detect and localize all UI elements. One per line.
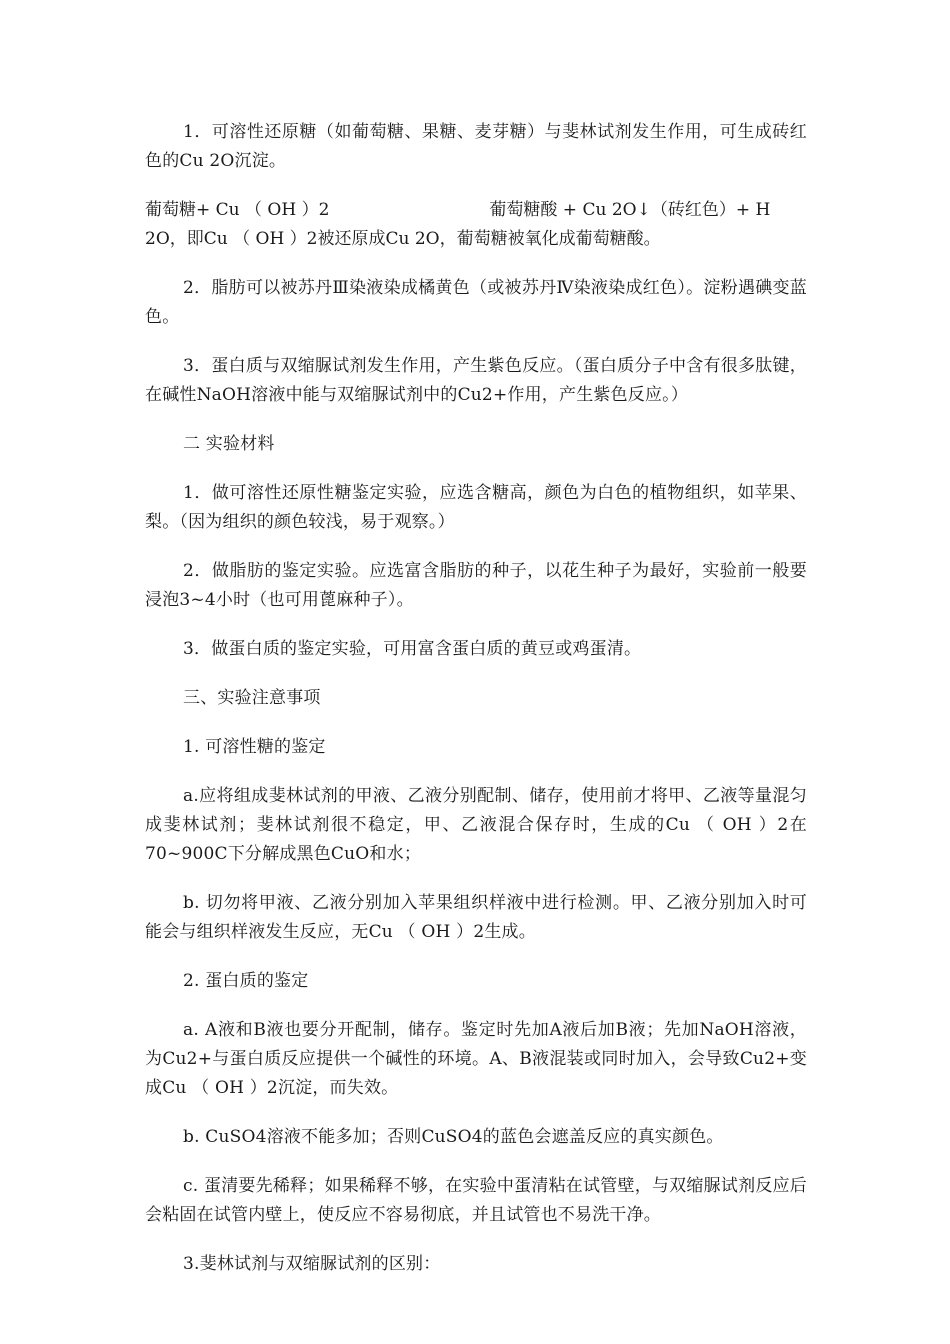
document-page xyxy=(145,118,807,1299)
paragraph-sugar-b: b. 切勿将甲液、乙液分别加入苹果组织样液中进行检测。甲、乙液分别加入时可能会与组织样液发生反应，无Cu （ OH ）2生成。 xyxy=(145,893,807,942)
paragraph-protein: 3．蛋白质与双缩脲试剂发生作用，产生紫色反应。（蛋白质分子中含有很多肽键，在碱性NaOH溶液中能与双缩脲试剂中的Cu2+作用，产生紫色反应。） xyxy=(145,356,807,405)
paragraph-protein-a: a. A液和B液也要分开配制，储存。鉴定时先加A液后加B液；先加NaOH溶液，为Cu2+与蛋白质反应提供一个碱性的环境。A、B液混装或同时加入，会导致Cu2+变成Cu （ OH ）2沉淀，而失效。 xyxy=(145,1020,807,1098)
equation-line-2: 2O，即Cu （ OH ）2被还原成Cu 2O，葡萄糖被氧化成葡萄糖酸。 xyxy=(145,229,661,249)
paragraph-sugar-a: a.应将组成斐林试剂的甲液、乙液分别配制、储存，使用前才将甲、乙液等量混匀成斐林试剂；斐林试剂很不稳定，甲、乙液混合保存时，生成的Cu （ OH ）2在70~900C下分解成黑色CuO和水； xyxy=(145,786,807,864)
paragraph-protein-c: c. 蛋清要先稀释；如果稀释不够，在实验中蛋清粘在试管壁，与双缩脲试剂反应后会粘固在试管内壁上，使反应不容易彻底，并且试管也不易洗干净。 xyxy=(145,1176,807,1225)
subheading-protein: 2. 蛋白质的鉴定 xyxy=(183,971,309,991)
paragraph-material-protein: 3．做蛋白质的鉴定实验，可用富含蛋白质的黄豆或鸡蛋清。 xyxy=(183,639,642,659)
equation-right: 葡萄糖酸 + Cu 2O↓（砖红色）+ H xyxy=(489,200,771,220)
paragraph-material-fat: 2．做脂肪的鉴定实验。应选富含脂肪的种子，以花生种子为最好，实验前一般要浸泡3~4小时（也可用蓖麻种子）。 xyxy=(145,561,807,610)
heading-notes: 三、实验注意事项 xyxy=(183,688,321,708)
heading-materials: 二 实验材料 xyxy=(183,434,275,454)
subheading-difference: 3.斐林试剂与双缩脲试剂的区别： xyxy=(183,1254,441,1274)
paragraph-reducing-sugar: 1．可溶性还原糖（如葡萄糖、果糖、麦芽糖）与斐林试剂发生作用，可生成砖红色的Cu 2O沉淀。 xyxy=(145,122,807,171)
equation-block xyxy=(145,196,807,254)
equation-line-1 xyxy=(145,196,807,225)
paragraph-material-sugar: 1．做可溶性还原性糖鉴定实验，应选含糖高，颜色为白色的植物组织，如苹果、梨。（因为组织的颜色较浅，易于观察。） xyxy=(145,483,807,532)
paragraph-fat-starch: 2．脂肪可以被苏丹Ⅲ染液染成橘黄色（或被苏丹Ⅳ染液染成红色）。淀粉遇碘变蓝色。 xyxy=(145,278,807,327)
subheading-sugar: 1. 可溶性糖的鉴定 xyxy=(183,737,326,757)
paragraph-protein-b: b. CuSO4溶液不能多加；否则CuSO4的蓝色会遮盖反应的真实颜色。 xyxy=(183,1127,724,1147)
equation-left: 葡萄糖+ Cu （ OH ）2 xyxy=(145,200,330,220)
